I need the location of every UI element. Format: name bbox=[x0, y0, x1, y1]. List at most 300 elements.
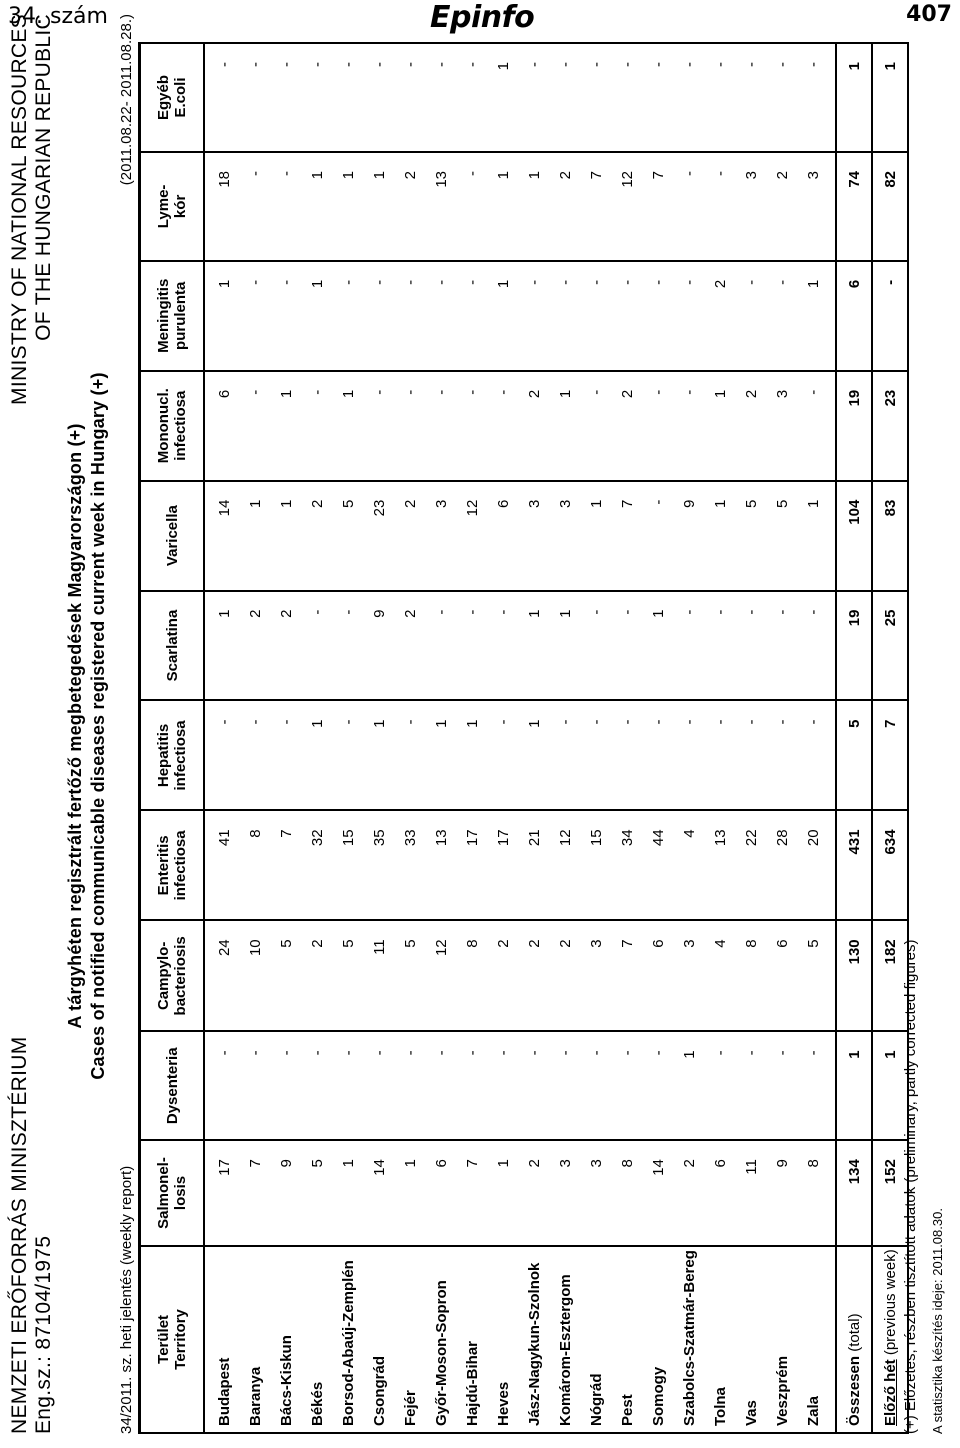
value-cell: - bbox=[705, 701, 736, 811]
value-cell: - bbox=[581, 1031, 612, 1140]
value-cell: 8 bbox=[736, 920, 767, 1031]
column-header-line1: Egyéb bbox=[155, 74, 172, 120]
value-cell: - bbox=[581, 701, 612, 811]
ministry-name-hu: NEMZETI ERŐFORRÁS MINISZTÉRIUM bbox=[8, 1036, 31, 1434]
value-cell: - bbox=[240, 371, 271, 481]
value-cell: 28 bbox=[767, 810, 798, 920]
column-header-line1: Mononucl. bbox=[155, 388, 172, 464]
value-cell: 1 bbox=[705, 481, 736, 591]
value-cell: 2 bbox=[767, 152, 798, 261]
value-cell: 1 bbox=[519, 152, 550, 261]
value-cell: 14 bbox=[364, 1140, 395, 1246]
value-cell: - bbox=[581, 261, 612, 371]
value-cell: 2 bbox=[395, 591, 426, 701]
value-cell: - bbox=[736, 591, 767, 701]
column-header-7 bbox=[140, 481, 205, 591]
table-row bbox=[395, 43, 426, 1433]
value-cell: 2 bbox=[550, 152, 581, 261]
value-cell: 8 bbox=[457, 920, 488, 1031]
value-cell: - bbox=[302, 591, 333, 701]
value-cell: 1 bbox=[798, 261, 836, 371]
total-value-cell: 104 bbox=[836, 481, 872, 591]
footnote: (+) Előzetes, részben tisztított adatok (preliminary, partly corrected figures) bbox=[902, 939, 919, 1434]
table-row bbox=[674, 43, 705, 1433]
value-cell: - bbox=[643, 43, 674, 152]
value-cell: 17 bbox=[488, 810, 519, 920]
value-cell: - bbox=[271, 1031, 302, 1140]
issue-number: 34. szám bbox=[8, 4, 108, 29]
value-cell: 5 bbox=[798, 920, 836, 1031]
column-header-line1: Scarlatina bbox=[163, 609, 181, 682]
value-cell: - bbox=[519, 43, 550, 152]
value-cell: 1 bbox=[364, 152, 395, 261]
value-cell: - bbox=[798, 701, 836, 811]
value-cell: - bbox=[581, 43, 612, 152]
value-cell: - bbox=[674, 701, 705, 811]
column-header-line2: losis bbox=[172, 1175, 189, 1211]
value-cell: - bbox=[736, 261, 767, 371]
value-cell: - bbox=[798, 43, 836, 152]
value-cell: 13 bbox=[705, 810, 736, 920]
value-cell: 2 bbox=[302, 481, 333, 591]
value-cell: 2 bbox=[488, 920, 519, 1031]
table-wrapper bbox=[138, 0, 899, 1448]
value-cell: - bbox=[674, 152, 705, 261]
prev-value-cell: 152 bbox=[872, 1140, 908, 1246]
value-cell: 2 bbox=[674, 1140, 705, 1246]
column-header-line2: infectiosa bbox=[172, 720, 189, 791]
value-cell: 1 bbox=[271, 481, 302, 591]
prev-value-cell: 634 bbox=[872, 810, 908, 920]
value-cell: - bbox=[612, 1031, 643, 1140]
value-cell: - bbox=[395, 261, 426, 371]
total-value-cell: 19 bbox=[836, 371, 872, 481]
value-cell: 1 bbox=[519, 591, 550, 701]
value-cell: 1 bbox=[519, 701, 550, 811]
column-header-line2: Territory bbox=[172, 1309, 189, 1370]
total-row bbox=[836, 43, 872, 1433]
value-cell: 11 bbox=[736, 1140, 767, 1246]
value-cell: - bbox=[364, 1031, 395, 1140]
table-row bbox=[736, 43, 767, 1433]
table-row bbox=[767, 43, 798, 1433]
table-row bbox=[519, 43, 550, 1433]
value-cell: 3 bbox=[426, 481, 457, 591]
value-cell: 15 bbox=[333, 810, 364, 920]
value-cell: - bbox=[271, 261, 302, 371]
value-cell: - bbox=[488, 371, 519, 481]
value-cell: 1 bbox=[581, 481, 612, 591]
value-cell: - bbox=[426, 371, 457, 481]
title-en: Cases of notified communicable diseases registered current week in Hungary (+) bbox=[88, 372, 108, 1080]
column-header-10 bbox=[140, 152, 205, 261]
territory-cell: Komárom-Esztergom bbox=[550, 1246, 581, 1433]
value-cell: - bbox=[271, 152, 302, 261]
value-cell: 18 bbox=[204, 152, 240, 261]
value-cell: 5 bbox=[333, 920, 364, 1031]
value-cell: 2 bbox=[705, 261, 736, 371]
value-cell: 1 bbox=[426, 701, 457, 811]
value-cell: 6 bbox=[488, 481, 519, 591]
value-cell: 2 bbox=[519, 920, 550, 1031]
value-cell: 1 bbox=[488, 43, 519, 152]
value-cell: 3 bbox=[581, 1140, 612, 1246]
value-cell: 7 bbox=[240, 1140, 271, 1246]
value-cell: - bbox=[736, 701, 767, 811]
value-cell: 14 bbox=[204, 481, 240, 591]
value-cell: - bbox=[426, 1031, 457, 1140]
column-header-line1: Campylo- bbox=[155, 941, 172, 1011]
value-cell: 9 bbox=[271, 1140, 302, 1246]
total-value-cell: 6 bbox=[836, 261, 872, 371]
value-cell: 1 bbox=[798, 481, 836, 591]
value-cell: - bbox=[395, 1031, 426, 1140]
value-cell: 14 bbox=[643, 1140, 674, 1246]
territory-cell: Veszprém bbox=[767, 1246, 798, 1433]
ministry-name-en-2: OF THE HUNGARIAN REPUBLIC bbox=[32, 14, 55, 341]
value-cell: 12 bbox=[550, 810, 581, 920]
total-value-cell: 130 bbox=[836, 920, 872, 1031]
value-cell: - bbox=[364, 371, 395, 481]
value-cell: - bbox=[302, 371, 333, 481]
value-cell: 1 bbox=[302, 701, 333, 811]
column-header-line1: Lyme- bbox=[155, 184, 172, 229]
value-cell: 7 bbox=[643, 152, 674, 261]
value-cell: 1 bbox=[705, 371, 736, 481]
value-cell: 3 bbox=[581, 920, 612, 1031]
value-cell: - bbox=[333, 591, 364, 701]
report-period: (2011.08.22- 2011.08.28.) bbox=[118, 14, 135, 186]
value-cell: 8 bbox=[612, 1140, 643, 1246]
value-cell: - bbox=[457, 371, 488, 481]
table-row bbox=[643, 43, 674, 1433]
value-cell: - bbox=[550, 1031, 581, 1140]
column-header-line2: purulenta bbox=[172, 281, 189, 350]
value-cell: 35 bbox=[364, 810, 395, 920]
disease-table bbox=[138, 42, 909, 1434]
report-number: 34/2011. sz. heti jelentés (weekly report) bbox=[118, 1165, 135, 1434]
prev-value-cell: - bbox=[872, 261, 908, 371]
value-cell: - bbox=[612, 591, 643, 701]
value-cell: - bbox=[612, 261, 643, 371]
total-label bbox=[836, 1246, 872, 1433]
value-cell: 34 bbox=[612, 810, 643, 920]
value-cell: - bbox=[240, 701, 271, 811]
value-cell: 10 bbox=[240, 920, 271, 1031]
value-cell: 33 bbox=[395, 810, 426, 920]
value-cell: 4 bbox=[674, 810, 705, 920]
previous-week-label-main: Előző hét bbox=[881, 1359, 899, 1426]
value-cell: 1 bbox=[488, 261, 519, 371]
territory-cell: Bács-Kiskun bbox=[271, 1246, 302, 1433]
statistics-date: A statisztika készítés ideje: 2011.08.30. bbox=[930, 1208, 945, 1434]
value-cell: - bbox=[364, 43, 395, 152]
prev-value-cell: 83 bbox=[872, 481, 908, 591]
prev-value-cell: 23 bbox=[872, 371, 908, 481]
column-header-line1: Enteritis bbox=[155, 835, 172, 896]
value-cell: 1 bbox=[204, 591, 240, 701]
column-header-line2: kór bbox=[172, 194, 189, 219]
value-cell: 2 bbox=[736, 371, 767, 481]
value-cell: - bbox=[643, 481, 674, 591]
value-cell: - bbox=[204, 1031, 240, 1140]
column-header-line1: Salmonel- bbox=[155, 1157, 172, 1229]
value-cell: - bbox=[271, 701, 302, 811]
total-value-cell: 1 bbox=[836, 1031, 872, 1140]
value-cell: - bbox=[426, 261, 457, 371]
value-cell: 5 bbox=[395, 920, 426, 1031]
value-cell: 7 bbox=[581, 152, 612, 261]
value-cell: - bbox=[643, 261, 674, 371]
value-cell: - bbox=[395, 371, 426, 481]
value-cell: 3 bbox=[767, 371, 798, 481]
territory-cell: Csongrád bbox=[364, 1246, 395, 1433]
value-cell: 22 bbox=[736, 810, 767, 920]
territory-cell: Békés bbox=[302, 1246, 333, 1433]
value-cell: 3 bbox=[674, 920, 705, 1031]
value-cell: 3 bbox=[736, 152, 767, 261]
column-header-line1: Terület bbox=[155, 1314, 172, 1364]
territory-cell: Nógrád bbox=[581, 1246, 612, 1433]
value-cell: 2 bbox=[519, 1140, 550, 1246]
value-cell: - bbox=[798, 1031, 836, 1140]
prev-value-cell: 1 bbox=[872, 43, 908, 152]
value-cell: - bbox=[674, 371, 705, 481]
value-cell: - bbox=[457, 261, 488, 371]
value-cell: 24 bbox=[204, 920, 240, 1031]
value-cell: 13 bbox=[426, 152, 457, 261]
value-cell: - bbox=[612, 43, 643, 152]
value-cell: 6 bbox=[426, 1140, 457, 1246]
value-cell: - bbox=[798, 591, 836, 701]
value-cell: 1 bbox=[204, 261, 240, 371]
column-header-6 bbox=[140, 591, 205, 701]
value-cell: - bbox=[705, 591, 736, 701]
table-body bbox=[204, 43, 836, 1433]
value-cell: 6 bbox=[705, 1140, 736, 1246]
prev-value-cell: 182 bbox=[872, 920, 908, 1031]
value-cell: 2 bbox=[612, 371, 643, 481]
value-cell: - bbox=[736, 43, 767, 152]
value-cell: 1 bbox=[364, 701, 395, 811]
total-value-cell: 431 bbox=[836, 810, 872, 920]
value-cell: - bbox=[240, 152, 271, 261]
territory-cell: Győr-Moson-Sopron bbox=[426, 1246, 457, 1433]
value-cell: - bbox=[643, 1031, 674, 1140]
territory-cell: Hajdú-Bihar bbox=[457, 1246, 488, 1433]
value-cell: 5 bbox=[333, 481, 364, 591]
previous-week-label-sub: (previous week) bbox=[881, 1249, 899, 1356]
total-value-cell: 1 bbox=[836, 43, 872, 152]
value-cell: - bbox=[798, 371, 836, 481]
value-cell: 32 bbox=[302, 810, 333, 920]
value-cell: 2 bbox=[395, 152, 426, 261]
value-cell: - bbox=[550, 261, 581, 371]
value-cell: - bbox=[767, 1031, 798, 1140]
column-header-9 bbox=[140, 261, 205, 371]
value-cell: 2 bbox=[302, 920, 333, 1031]
value-cell: 11 bbox=[364, 920, 395, 1031]
column-header-line1: Dysenteria bbox=[163, 1047, 181, 1125]
value-cell: - bbox=[519, 261, 550, 371]
value-cell: - bbox=[333, 43, 364, 152]
value-cell: - bbox=[581, 591, 612, 701]
value-cell: 8 bbox=[798, 1140, 836, 1246]
total-label-sub: (total) bbox=[845, 1313, 863, 1352]
value-cell: - bbox=[674, 591, 705, 701]
table-row bbox=[333, 43, 364, 1433]
page-number: 407 bbox=[906, 2, 952, 27]
value-cell: 1 bbox=[488, 152, 519, 261]
value-cell: 9 bbox=[767, 1140, 798, 1246]
value-cell: 1 bbox=[240, 481, 271, 591]
column-header-11 bbox=[140, 43, 205, 152]
table-row bbox=[271, 43, 302, 1433]
value-cell: - bbox=[457, 152, 488, 261]
value-cell: 1 bbox=[550, 591, 581, 701]
territory-cell: Jász-Nagykun-Szolnok bbox=[519, 1246, 550, 1433]
column-header-line2: E.coli bbox=[172, 77, 189, 118]
territory-cell: Zala bbox=[798, 1246, 836, 1433]
value-cell: 7 bbox=[457, 1140, 488, 1246]
value-cell: - bbox=[271, 43, 302, 152]
value-cell: - bbox=[767, 261, 798, 371]
title-block bbox=[64, 46, 110, 1406]
value-cell: 15 bbox=[581, 810, 612, 920]
value-cell: 20 bbox=[798, 810, 836, 920]
table-row bbox=[457, 43, 488, 1433]
territory-cell: Vas bbox=[736, 1246, 767, 1433]
value-cell: 12 bbox=[426, 920, 457, 1031]
value-cell: 1 bbox=[333, 152, 364, 261]
territory-cell: Somogy bbox=[643, 1246, 674, 1433]
value-cell: 2 bbox=[550, 920, 581, 1031]
table-row bbox=[581, 43, 612, 1433]
value-cell: 6 bbox=[643, 920, 674, 1031]
total-label-main: Összesen bbox=[845, 1355, 863, 1426]
value-cell: 12 bbox=[457, 481, 488, 591]
prev-value-cell: 25 bbox=[872, 591, 908, 701]
territory-cell: Borsod-Abaúj-Zemplén bbox=[333, 1246, 364, 1433]
value-cell: - bbox=[705, 43, 736, 152]
column-header-5 bbox=[140, 701, 205, 811]
value-cell: 1 bbox=[488, 1140, 519, 1246]
value-cell: - bbox=[767, 591, 798, 701]
value-cell: - bbox=[612, 701, 643, 811]
value-cell: 3 bbox=[550, 1140, 581, 1246]
total-value-cell: 19 bbox=[836, 591, 872, 701]
value-cell: - bbox=[643, 701, 674, 811]
total-value-cell: 134 bbox=[836, 1140, 872, 1246]
value-cell: 12 bbox=[612, 152, 643, 261]
value-cell: - bbox=[457, 43, 488, 152]
column-header-line1: Varicella bbox=[163, 505, 181, 567]
column-header-0 bbox=[140, 1246, 205, 1433]
territory-cell: Heves bbox=[488, 1246, 519, 1433]
value-cell: 1 bbox=[271, 371, 302, 481]
value-cell: 7 bbox=[271, 810, 302, 920]
value-cell: 5 bbox=[271, 920, 302, 1031]
value-cell: 3 bbox=[798, 152, 836, 261]
value-cell: 1 bbox=[333, 371, 364, 481]
column-header-2 bbox=[140, 1031, 205, 1140]
table-row bbox=[302, 43, 333, 1433]
value-cell: 9 bbox=[674, 481, 705, 591]
table-row bbox=[204, 43, 240, 1433]
value-cell: - bbox=[426, 591, 457, 701]
prev-value-cell: 82 bbox=[872, 152, 908, 261]
column-header-1 bbox=[140, 1140, 205, 1246]
value-cell: 4 bbox=[705, 920, 736, 1031]
value-cell: - bbox=[395, 701, 426, 811]
title-hu: A tárgyhéten regisztrált fertőző megbetegedések Magyarországon (+) bbox=[65, 423, 85, 1029]
value-cell: - bbox=[333, 701, 364, 811]
value-cell: - bbox=[736, 1031, 767, 1140]
value-cell: - bbox=[395, 43, 426, 152]
total-value-cell: 5 bbox=[836, 701, 872, 811]
ministry-name-en: MINISTRY OF NATIONAL RESOURCES bbox=[8, 14, 31, 405]
prev-value-cell: 7 bbox=[872, 701, 908, 811]
table-header-row bbox=[140, 43, 205, 1433]
table-row bbox=[364, 43, 395, 1433]
value-cell: - bbox=[488, 591, 519, 701]
value-cell: - bbox=[204, 701, 240, 811]
value-cell: 1 bbox=[302, 152, 333, 261]
value-cell: 1 bbox=[550, 371, 581, 481]
total-value-cell: 74 bbox=[836, 152, 872, 261]
value-cell: 2 bbox=[240, 591, 271, 701]
value-cell: - bbox=[364, 261, 395, 371]
value-cell: - bbox=[333, 1031, 364, 1140]
column-header-4 bbox=[140, 810, 205, 920]
value-cell: - bbox=[550, 701, 581, 811]
territory-cell: Budapest bbox=[204, 1246, 240, 1433]
value-cell: 1 bbox=[395, 1140, 426, 1246]
value-cell: 3 bbox=[550, 481, 581, 591]
value-cell: 7 bbox=[612, 481, 643, 591]
value-cell: 7 bbox=[612, 920, 643, 1031]
territory-cell: Pest bbox=[612, 1246, 643, 1433]
value-cell: 1 bbox=[302, 261, 333, 371]
column-header-line2: bacteriosis bbox=[172, 936, 189, 1016]
value-cell: - bbox=[643, 371, 674, 481]
value-cell: - bbox=[674, 261, 705, 371]
value-cell: - bbox=[519, 1031, 550, 1140]
value-cell: - bbox=[767, 43, 798, 152]
value-cell: 5 bbox=[736, 481, 767, 591]
value-cell: 2 bbox=[271, 591, 302, 701]
value-cell: - bbox=[581, 371, 612, 481]
table-row bbox=[705, 43, 736, 1433]
territory-cell: Tolna bbox=[705, 1246, 736, 1433]
table-row bbox=[798, 43, 836, 1433]
value-cell: - bbox=[204, 43, 240, 152]
table-row bbox=[488, 43, 519, 1433]
value-cell: - bbox=[488, 701, 519, 811]
value-cell: 23 bbox=[364, 481, 395, 591]
table-row bbox=[240, 43, 271, 1433]
value-cell: 41 bbox=[204, 810, 240, 920]
value-cell: - bbox=[302, 43, 333, 152]
column-header-line1: Meningitis bbox=[155, 278, 172, 353]
value-cell: 1 bbox=[457, 701, 488, 811]
value-cell: - bbox=[705, 152, 736, 261]
value-cell: 1 bbox=[333, 1140, 364, 1246]
territory-cell: Baranya bbox=[240, 1246, 271, 1433]
value-cell: - bbox=[767, 701, 798, 811]
value-cell: - bbox=[333, 261, 364, 371]
table-row bbox=[612, 43, 643, 1433]
